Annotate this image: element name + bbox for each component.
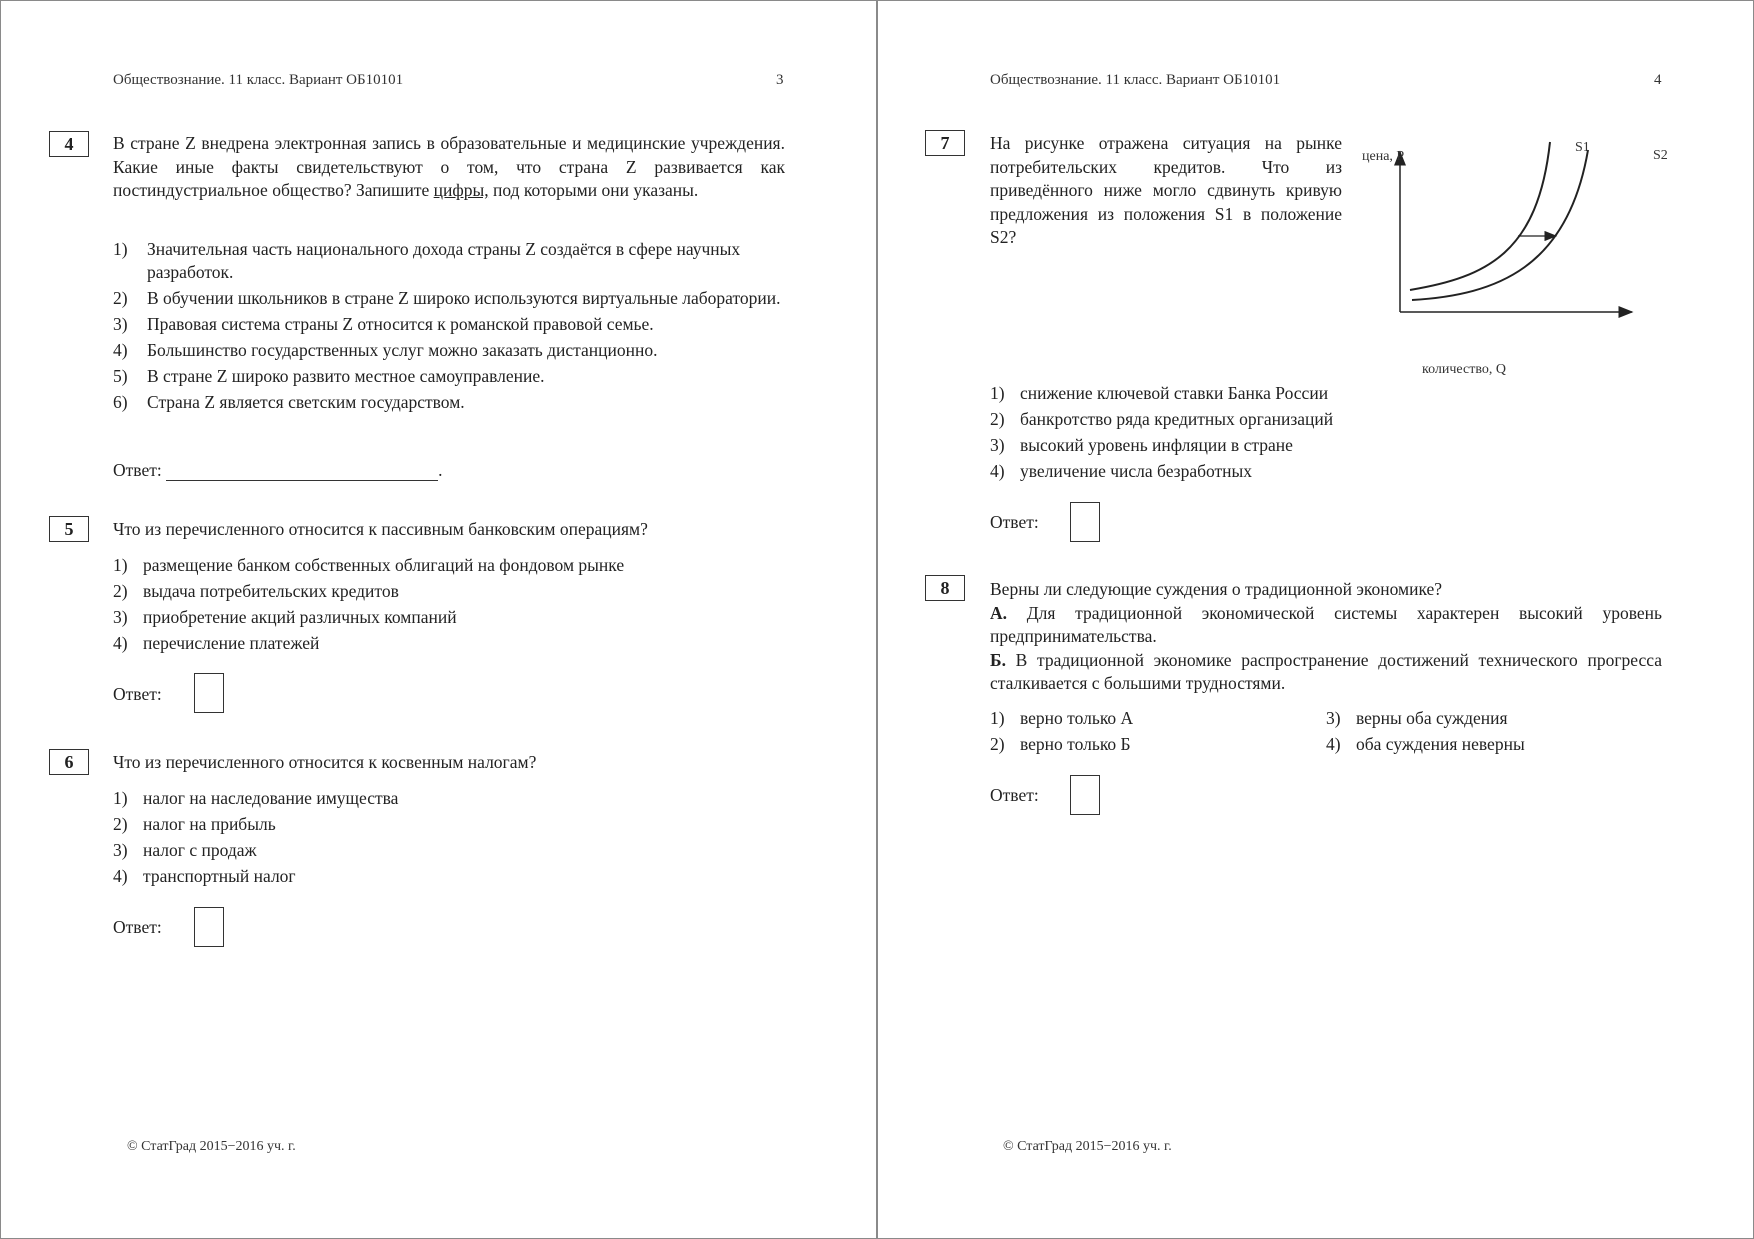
question-8-text xyxy=(990,578,1662,696)
option: 2) выдача потребительских кредитов xyxy=(113,581,399,601)
question-8-prompt: Верны ли следующие суждения о традиционной экономике? xyxy=(990,579,1443,599)
option: 2) В обучении школьников в стране Z широко используются виртуальные лаборатории. xyxy=(113,288,781,308)
page-number: 4 xyxy=(1654,72,1662,88)
question-4-text: В стране Z внедрена электронная запись в образовательные и медицинские учреждения. Какие иные факты свидетельствуют о том, что страна Z развивается как постиндустриальное общество? Запишите цифры, под которыми они указаны. xyxy=(113,133,785,200)
page-3 xyxy=(0,0,876,1239)
option: 3) Правовая система страны Z относится к романской правовой семье. xyxy=(113,314,654,334)
option: 5) В стране Z широко развито местное самоуправление. xyxy=(113,366,545,386)
question-6-number: 6 xyxy=(49,749,89,775)
question-6-options xyxy=(113,787,785,891)
statement-b: Б. В традиционной экономике распространение достижений технического прогресса сталкивается с большими трудностями. xyxy=(990,649,1662,693)
question-4-answer: Ответ: . xyxy=(113,460,443,480)
series-s2-label: S2 xyxy=(1653,148,1668,163)
option: 3) высокий уровень инфляции в стране xyxy=(990,435,1293,455)
question-6-answer-box[interactable] xyxy=(194,907,224,947)
question-5-answer-box[interactable] xyxy=(194,673,224,713)
option: 2) банкротство ряда кредитных организаций xyxy=(990,409,1334,429)
option: 1) снижение ключевой ставки Банка России xyxy=(990,383,1329,403)
question-7-number: 7 xyxy=(925,130,965,156)
question-8-answer-box[interactable] xyxy=(1070,775,1100,815)
option: 2) верно только Б xyxy=(990,734,1131,754)
question-5-options xyxy=(113,554,785,658)
option: 6) Страна Z является светским государством. xyxy=(113,392,465,412)
option: 3) верны оба суждения xyxy=(1326,708,1508,728)
option: 3) приобретение акций различных компаний xyxy=(113,607,457,627)
question-5-text: Что из перечисленного относится к пассивным банковским операциям? xyxy=(113,519,648,539)
question-7-options xyxy=(990,382,1510,486)
option: 1) размещение банком собственных облигаций на фондовом рынке xyxy=(113,555,625,575)
question-7-text: На рисунке отражена ситуация на рынке потребительских кредитов. Что из приведённого ниже могло сдвинуть кривую предложения из положения S1 в положение S2? xyxy=(990,133,1342,247)
series-s1-line xyxy=(1410,142,1550,290)
option: 1) Значительная часть национального дохода страны Z создаётся в сфере научных разработок. xyxy=(113,239,741,282)
option: 4) оба суждения неверны xyxy=(1326,734,1525,754)
question-4-number: 4 xyxy=(49,131,89,157)
page-number: 3 xyxy=(776,72,784,88)
option: 4) перечисление платежей xyxy=(113,633,320,653)
question-4-options xyxy=(113,238,785,417)
option: 2) налог на прибыль xyxy=(113,814,276,834)
option: 3) налог с продаж xyxy=(113,840,257,860)
option: 1) налог на наследование имущества xyxy=(113,788,399,808)
question-8-options-right xyxy=(1326,707,1656,759)
option: 1) верно только А xyxy=(990,708,1134,728)
question-5-answer-label: Ответ: xyxy=(113,684,162,704)
page-4 xyxy=(878,0,1754,1239)
question-7-answer-label: Ответ: xyxy=(990,512,1039,532)
page-header: Обществознание. 11 класс. Вариант ОБ10101 xyxy=(990,72,1281,88)
question-6-answer-label: Ответ: xyxy=(113,917,162,937)
question-8-answer-label: Ответ: xyxy=(990,785,1039,805)
question-5-number: 5 xyxy=(49,516,89,542)
y-axis-label: цена, P xyxy=(1362,149,1405,164)
page-footer: © СтатГрад 2015−2016 уч. г. xyxy=(127,1139,296,1154)
option: 4) транспортный налог xyxy=(113,866,296,886)
series-s2-line xyxy=(1412,150,1588,300)
question-6-text: Что из перечисленного относится к косвенным налогам? xyxy=(113,752,537,772)
question-8-number: 8 xyxy=(925,575,965,601)
answer-line[interactable] xyxy=(166,462,438,481)
page-header: Обществознание. 11 класс. Вариант ОБ10101 xyxy=(113,72,404,88)
x-axis-label: количество, Q xyxy=(1422,362,1506,377)
page-footer: © СтатГрад 2015−2016 уч. г. xyxy=(1003,1139,1172,1154)
series-s1-label: S1 xyxy=(1575,140,1590,155)
statement-a: А. Для традиционной экономической системы характерен высокий уровень предпринимательства. xyxy=(990,602,1662,646)
option: 4) Большинство государственных услуг можно заказать дистанционно. xyxy=(113,340,658,360)
question-8-options-left xyxy=(990,707,1320,759)
question-7-answer-box[interactable] xyxy=(1070,502,1100,542)
option: 4) увеличение числа безработных xyxy=(990,461,1253,481)
